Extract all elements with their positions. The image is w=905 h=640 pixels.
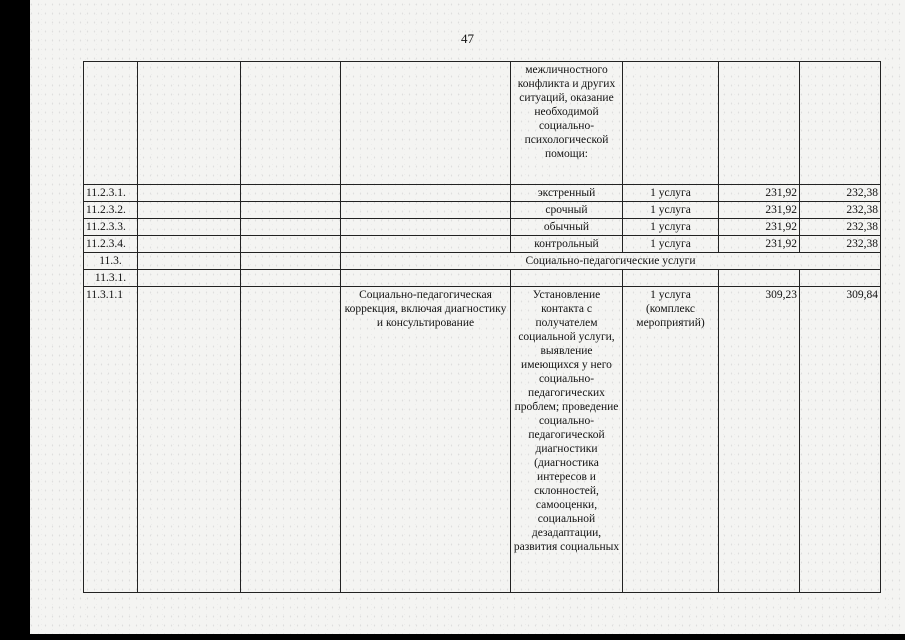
table-row [84,219,881,236]
row-unit: 1 услуга (комплекс мероприятий) [623,287,719,593]
scan-bottom-border [0,634,905,640]
tariff-table [83,61,881,593]
row-price-2: 232,38 [800,219,881,236]
row-unit: 1 услуга [623,236,719,253]
row-name: контрольный [511,236,623,253]
row-name: срочный [511,202,623,219]
table-row [84,202,881,219]
table-row [84,287,881,593]
subsection-code: 11.3.1. [84,270,138,287]
section-row [84,253,881,270]
row-code: 11.2.3.1. [84,185,138,202]
row-code: 11.3.1.1 [84,287,138,593]
table-row [84,185,881,202]
row-unit: 1 услуга [623,202,719,219]
row-price-1: 231,92 [719,202,800,219]
row-code: 11.2.3.2. [84,202,138,219]
table-row [84,236,881,253]
row-price-2: 232,38 [800,202,881,219]
row-price-1: 309,23 [719,287,800,593]
row-name: экстренный [511,185,623,202]
row-code: 11.2.3.3. [84,219,138,236]
row-price-1: 231,92 [719,185,800,202]
table-row [84,62,881,185]
row-price-2: 232,38 [800,185,881,202]
row-price-2: 309,84 [800,287,881,593]
section-code: 11.3. [84,253,138,270]
row-title: Социально-педагогическая коррекция, включая диагностику и консультирование [341,287,511,593]
row-price-2: 232,38 [800,236,881,253]
row-unit: 1 услуга [623,185,719,202]
row-description: Установление контакта с получателем социальной услуги, выявление имеющихся у него социально-педагогических проблем; проведение социально-педагогической диагностики (диагностика интересов и склонностей, самооценки, социальной дезадаптации, развития социальных [511,287,623,593]
row-price-1: 231,92 [719,236,800,253]
page-number: 47 [461,31,474,46]
subsection-row [84,270,881,287]
row-code: 11.2.3.4. [84,236,138,253]
scan-left-border [0,0,30,640]
row-unit: 1 услуга [623,219,719,236]
section-title: Социально-педагогические услуги [341,253,881,270]
row-description: межличностного конфликта и других ситуаций, оказание необходимой социально-психологической помощи: [511,62,623,185]
row-name: обычный [511,219,623,236]
row-price-1: 231,92 [719,219,800,236]
